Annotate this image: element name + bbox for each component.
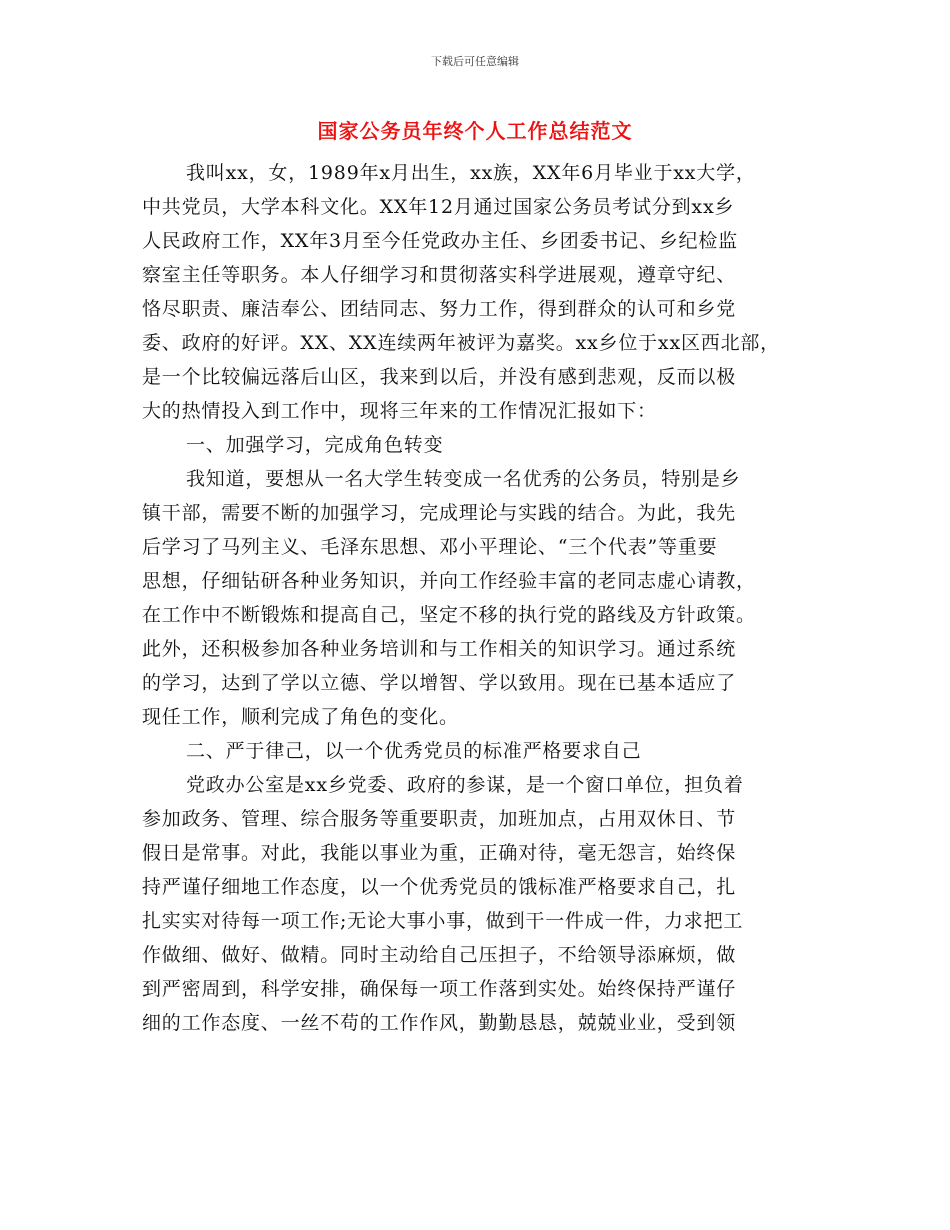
- text-line: 后学习了马列主义、毛泽东思想、邓小平理论、“三个代表”等重要: [142, 536, 718, 558]
- text-line: 委、政府的好评。XX、XX连续两年被评为嘉奖。xx乡位于xx区西北部，: [142, 332, 780, 354]
- text-line: 现任工作，顺利完成了角色的变化。: [142, 706, 459, 728]
- text-line: 持严谨仔细地工作态度，以一个优秀党员的饿标准严格要求自己，扎: [142, 876, 737, 898]
- document-body: [142, 156, 822, 1040]
- text-line: 大的热情投入到工作中，现将三年来的工作情况汇报如下：: [142, 400, 657, 422]
- text-line: 此外，还积极参加各种业务培训和与工作相关的知识学习。通过系统: [142, 638, 737, 660]
- text-line: 二、严于律己，以一个优秀党员的标准严格要求自己: [186, 740, 642, 762]
- text-line: 到严密周到，科学安排，确保每一项工作落到实处。始终保持严谨仔: [142, 978, 737, 1000]
- text-line: 假日是常事。对此，我能以事业为重，正确对待，毫无怨言，始终保: [142, 842, 737, 864]
- text-line: 恪尽职责、廉洁奉公、团结同志、努力工作，得到群众的认可和乡党: [142, 298, 737, 320]
- document-title: 国家公务员年终个人工作总结范文: [317, 119, 633, 143]
- header-note: 下载后可任意编辑: [431, 55, 519, 68]
- text-line: 细的工作态度、一丝不苟的工作作风，勤勤恳恳，兢兢业业，受到领: [142, 1012, 737, 1034]
- text-line: 党政办公室是xx乡党委、政府的参谋，是一个窗口单位，担负着: [186, 774, 744, 796]
- text-line: 中共党员，大学本科文化。XX年12月通过国家公务员考试分到xx乡: [142, 196, 735, 218]
- text-line: 我知道，要想从一名大学生转变成一名优秀的公务员，特别是乡: [186, 468, 741, 490]
- text-line: 的学习，达到了学以立德、学以增智、学以致用。现在已基本适应了: [142, 672, 737, 694]
- text-line: 镇干部，需要不断的加强学习，完成理论与实践的结合。为此，我先: [142, 502, 737, 524]
- text-line: 思想，仔细钻研各种业务知识，并向工作经验丰富的老同志虚心请教，: [142, 570, 756, 592]
- text-line: 人民政府工作，XX年3月至今任党政办主任、乡团委书记、乡纪检监: [142, 230, 738, 252]
- text-line: 扎实实对待每一项工作;无论大事小事，做到干一件成一件，力求把工: [142, 910, 744, 932]
- text-line: 参加政务、管理、综合服务等重要职责，加班加点，占用双休日、节: [142, 808, 737, 830]
- text-line: 一、加强学习，完成角色转变: [186, 434, 444, 456]
- text-line: 是一个比较偏远落后山区，我来到以后，并没有感到悲观，反而以极: [142, 366, 737, 388]
- text-line: 在工作中不断锻炼和提高自己，坚定不移的执行党的路线及方针政策。: [142, 604, 756, 626]
- text-line: 察室主任等职务。本人仔细学习和贯彻落实科学进展观，遵章守纪、: [142, 264, 737, 286]
- text-line: 作做细、做好、做精。同时主动给自己压担子，不给领导添麻烦，做: [142, 944, 737, 966]
- text-line: 我叫xx，女，1989年x月出生，xx族，XX年6月毕业于xx大学，: [186, 162, 756, 184]
